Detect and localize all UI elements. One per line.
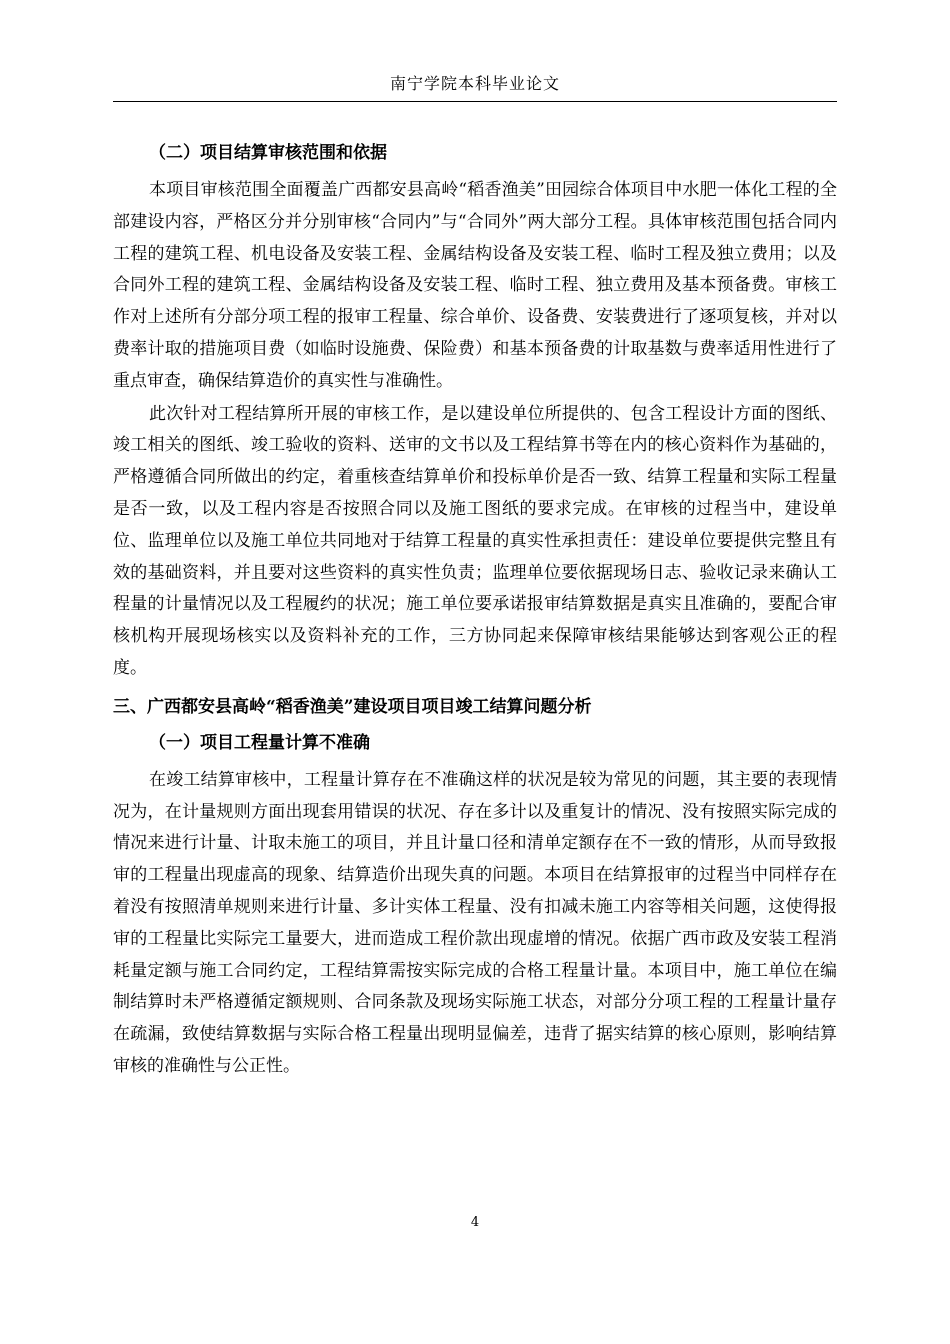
header-divider xyxy=(113,101,837,102)
running-header: 南宁学院本科毕业论文 xyxy=(389,74,560,93)
page-number: 4 xyxy=(470,1215,480,1230)
section-heading-audit-scope: （二）项目结算审核范围和依据 xyxy=(149,143,387,163)
paragraph-audit-basis: 此次针对工程结算所开展的审核工作，是以建设单位所提供的、包含工程设计方面的图纸、竣工相关的图纸、竣工验收的资料、送审的文书以及工程结算书等在内的核心资料作为基础的，严格遵循合同所做出的约定，着重核查结算单价和投标单价是否一致、结算工程量和实际工程量是否一致，以及工程内容是否按照合同以及施工图纸的要求完成。在审核的过程当中，建设单位、监理单位以及施工单位共同地对于结算工程量的真实性承担责任：建设单位要提供完整且有效的基础资料，并且要对这些资料的真实性负责；监理单位要依据现场日志、验收记录来确认工程量的计量情况以及工程履约的状况；施工单位要承诺报审结算数据是真实且准确的，要配合审核机构开展现场核实以及资料补充的工作，三方协同起来保障审核结果能够达到客观公正的程度。 xyxy=(113,403,837,678)
page-body xyxy=(113,135,837,1084)
paragraph-audit-scope: 本项目审核范围全面覆盖广西都安县高岭“稻香渔美”田园综合体项目中水肥一体化工程的全部建设内容，严格区分并分别审核“合同内”与“合同外”两大部分工程。具体审核范围包括合同内工程的建筑工程、机电设备及安装工程、金属结构设备及安装工程、临时工程及独立费用；以及合同外工程的建筑工程、金属结构设备及安装工程、临时工程、独立费用及基本预备费。审核工作对上述所有分部分项工程的报审工程量、综合单价、设备费、安装费进行了逐项复核，并对以费率计取的措施项目费（如临时设施费、保险费）和基本预备费的计取基数与费率适用性进行了重点审查，确保结算造价的真实性与准确性。 xyxy=(113,180,837,391)
section-heading-quantity-inaccuracy: （一）项目工程量计算不准确 xyxy=(149,732,370,753)
chapter-heading-settlement-issues: 三、广西都安县高岭“稻香渔美”建设项目项目竣工结算问题分析 xyxy=(113,696,592,717)
paragraph-quantity-inaccuracy: 在竣工结算审核中，工程量计算存在不准确这样的状况是较为常见的问题，其主要的表现情况为，在计量规则方面出现套用错误的状况、存在多计以及重复计的情况、没有按照实际完成的情况来进行计量、计取未施工的项目，并且计量口径和清单定额存在不一致的情形，从而导致报审的工程量出现虚高的现象、结算造价出现失真的问题。本项目在结算报审的过程当中同样存在着没有按照清单规则来进行计量、多计实体工程量、没有扣减未施工内容等相关问题，这使得报审的工程量比实际完工量要大，进而造成工程价款出现虚增的情况。依据广西市政及安装工程消耗量定额与施工合同约定，工程结算需按实际完成的合格工程量计量。本项目中，施工单位在编制结算时未严格遵循定额规则、合同条款及现场实际施工状态，对部分分项工程的工程量计量存在疏漏，致使结算数据与实际合格工程量出现明显偏差，违背了据实结算的核心原则，影响结算审核的准确性与公正性。 xyxy=(113,769,837,1076)
